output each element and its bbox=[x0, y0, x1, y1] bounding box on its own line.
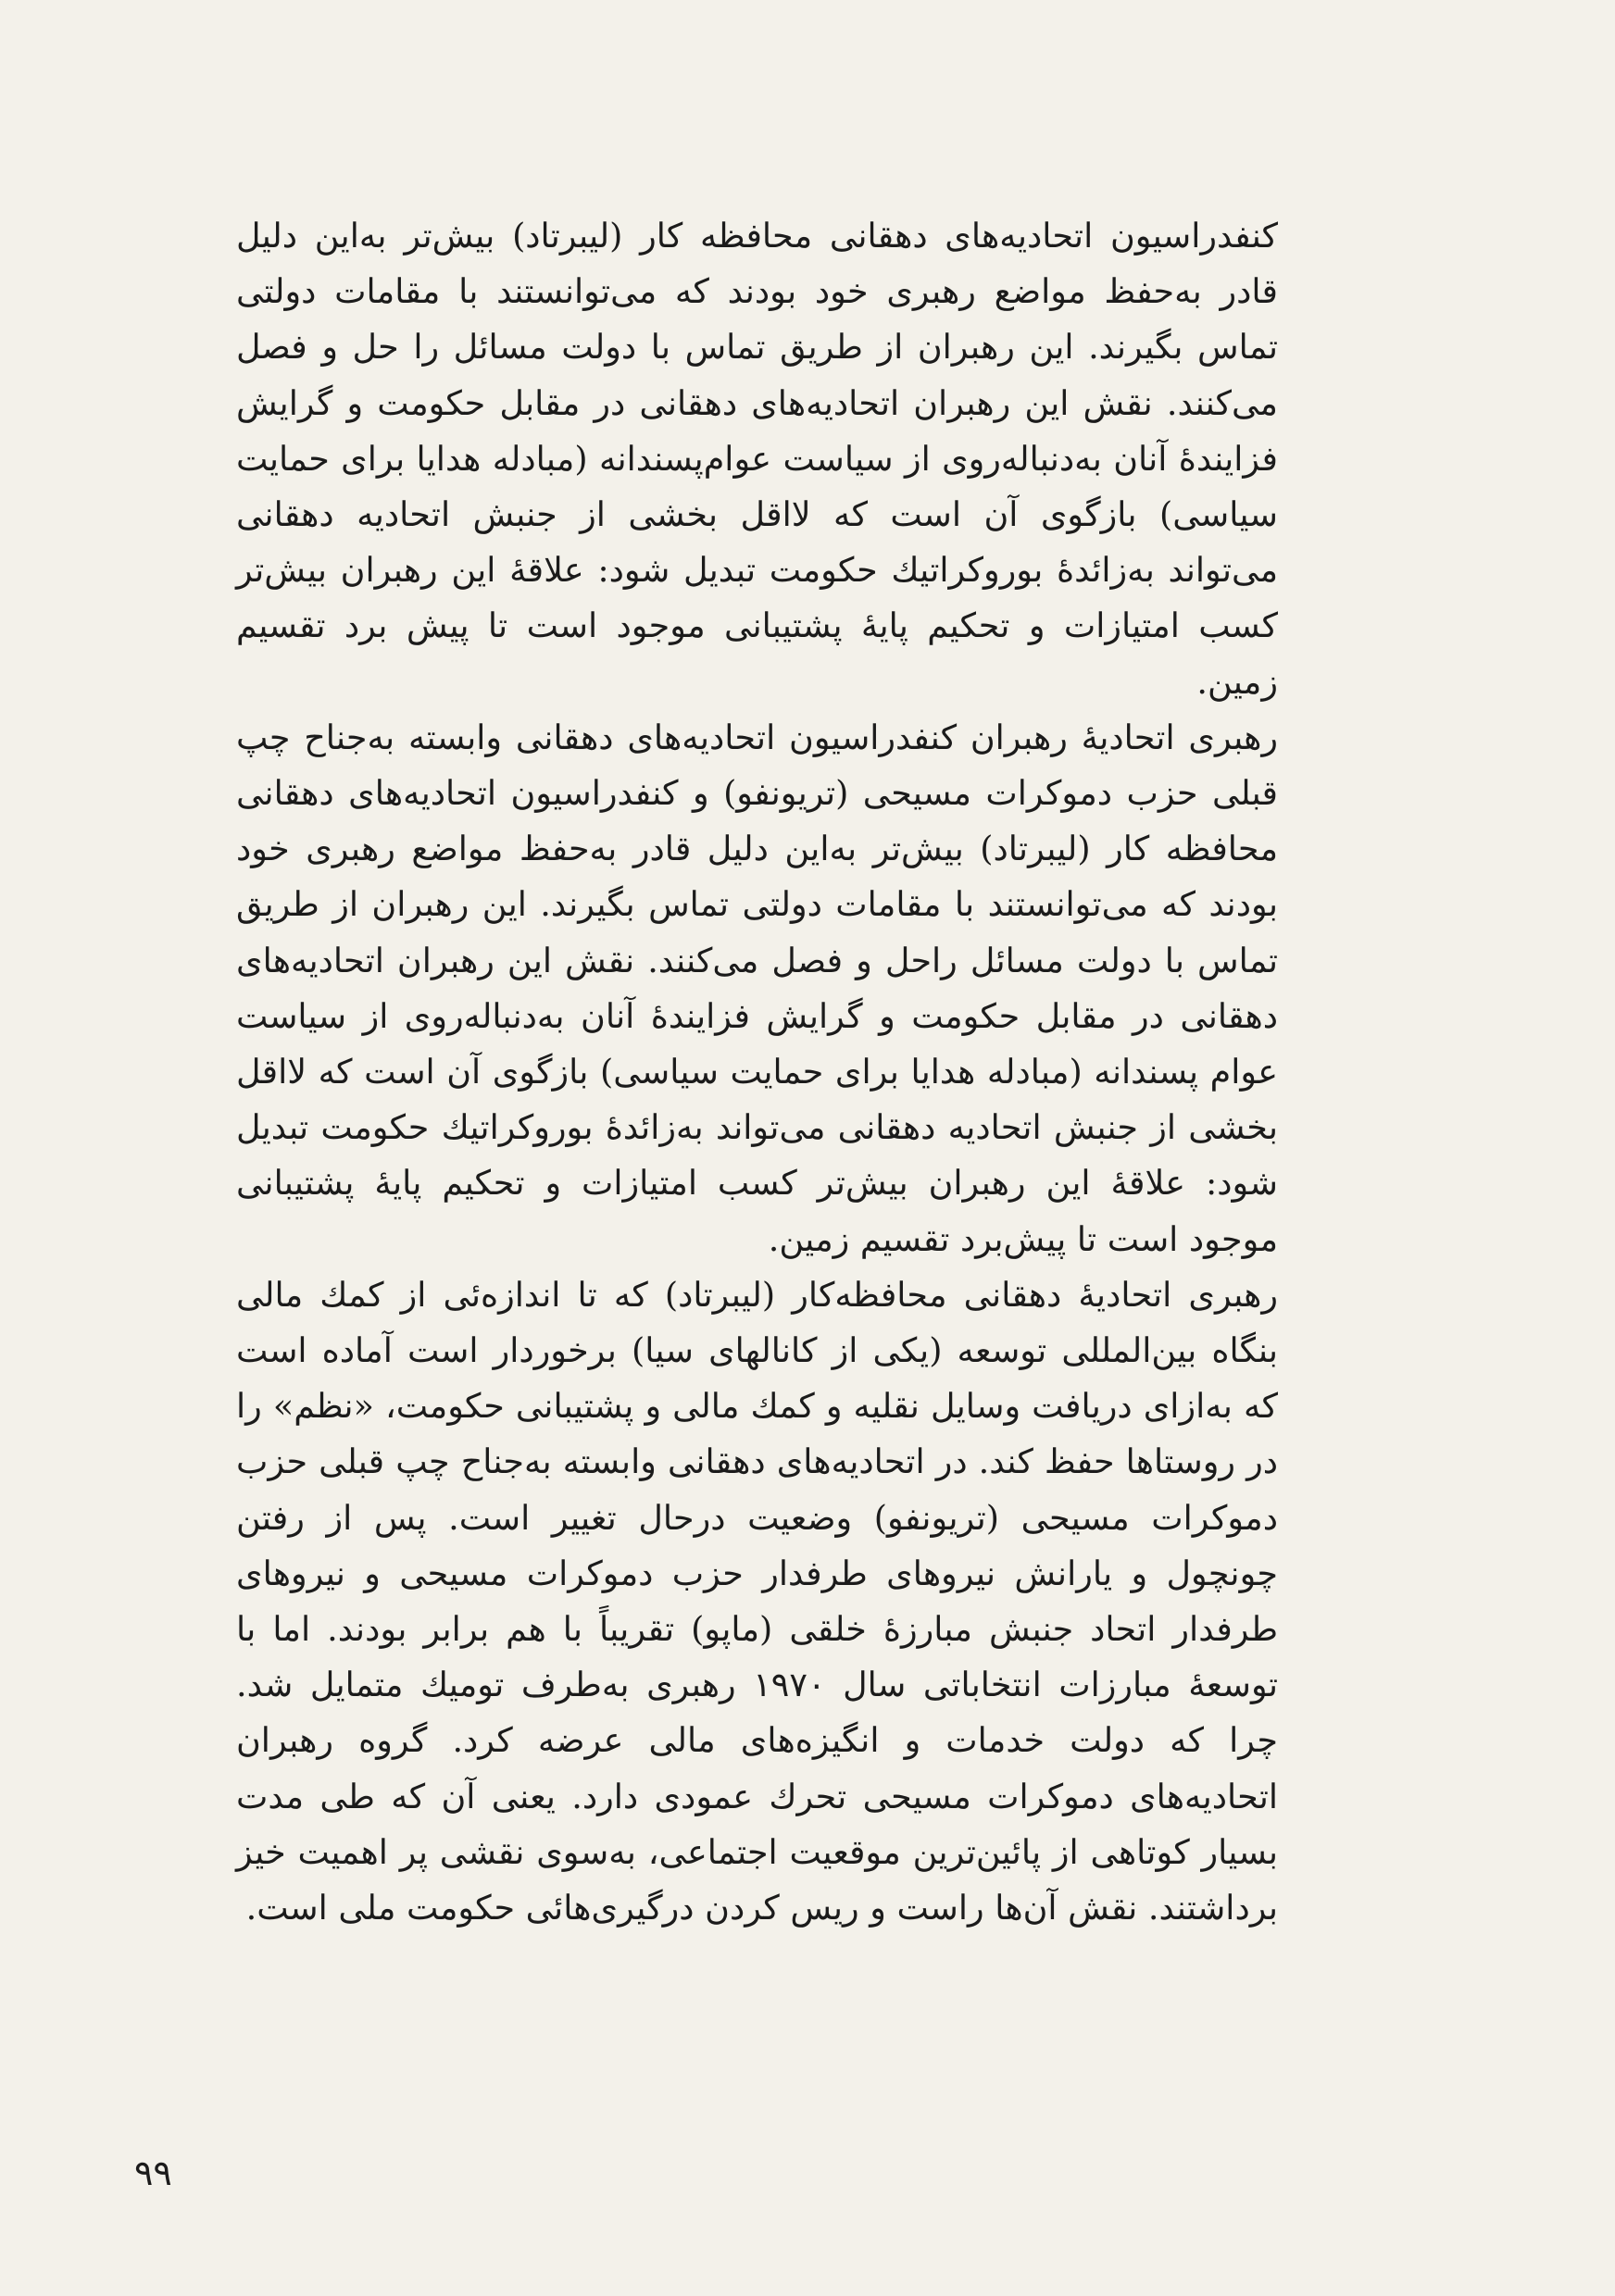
paragraph-1: کنفدراسیون اتحادیه‌های دهقانی محافظه کار (لیبرتاد) بیش‌تر به‌این دلیل قادر به‌حفظ مواضع رهبری خود بودند که می‌توانستند با مقامات دولتی تماس بگیرند. این رهبران از طریق تماس با دولت مسائل را حل و فصل می‌کنند. نقش این رهبران اتحادیه‌های دهقانی در مقابل حکومت و گرایش فزایندهٔ آنان به‌دنباله‌روی از سیاست عوام‌پسندانه (مبادله هدایا برای حمایت سیاسی) بازگوی آن است که لااقل بخشی از جنبش اتحادیه دهقانی می‌تواند به‌زائدهٔ بوروکراتیك حکومت تبدیل شود: علاقهٔ این رهبران بیش‌تر کسب امتیازات و تحکیم پایهٔ پشتیبانی موجود است تا پیش برد تقسیم زمین. bbox=[236, 216, 1278, 702]
page-number: ۹۹ bbox=[134, 2152, 172, 2193]
body-text bbox=[236, 208, 1278, 1936]
paragraph-2: رهبری اتحادیهٔ رهبران کنفدراسیون اتحادیه‌های دهقانی وابسته به‌جناح چپ قبلی حزب دموکرات مسیحی (تریونفو) و کنفدراسیون اتحادیه‌های دهقانی محافظه کار (لیبرتاد) بیش‌تر به‌این دلیل قادر به‌حفظ مواضع رهبری خود بودند که می‌توانستند با مقامات دولتی تماس بگیرند. این رهبران از طریق تماس با دولت مسائل راحل و فصل می‌کنند. نقش این رهبران اتحادیه‌های دهقانی در مقابل حکومت و گرایش فزایندهٔ آنان به‌دنباله‌روی از سیاست عوام پسندانه (مبادله هدایا برای حمایت سیاسی) بازگوی آن است که لااقل بخشی از جنبش اتحادیه دهقانی می‌تواند به‌زائدهٔ بوروکراتیك حکومت تبدیل شود: علاقهٔ این رهبران بیش‌تر کسب امتیازات و تحکیم پایهٔ پشتیبانی موجود است تا پیش‌برد تقسیم زمین. bbox=[236, 717, 1278, 1259]
paragraph-3: رهبری اتحادیهٔ دهقانی محافظه‌کار (لیبرتاد) که تا اندازه‌ئی از کمك مالی بنگاه بین‌المللی توسعه (یکی از کانالهای سیا) برخوردار است آماده است که به‌ازای دریافت وسایل نقلیه و کمك مالی و پشتیبانی حکومت، «نظم» را در روستاها حفظ کند. در اتحادیه‌های دهقانی وابسته به‌جناح چپ قبلی حزب دموکرات مسیحی (تریونفو) وضعیت درحال تغییر است. پس از رفتن چونچول و یارانش نیروهای طرفدار حزب دموکرات مسیحی و نیروهای طرفدار اتحاد جنبش مبارزهٔ خلقی (ماپو) تقریباً با هم برابر بودند. اما با توسعهٔ مبارزات انتخاباتی سال ۱۹۷۰ رهبری به‌طرف تومیك متمایل شد. چرا که دولت خدمات و انگیزه‌های مالی عرضه کرد. گروه رهبران اتحادیه‌های دموکرات مسیحی تحرك عمودی دارد. یعنی آن که طی مدت بسیار کوتاهی از پائین‌ترین موقعیت اجتماعی، به‌سوی نقشی پر اهمیت خیز برداشتند. نقش آن‌ها راست و ریس کردن درگیری‌هائی حکومت ملی است. bbox=[236, 1274, 1278, 1928]
